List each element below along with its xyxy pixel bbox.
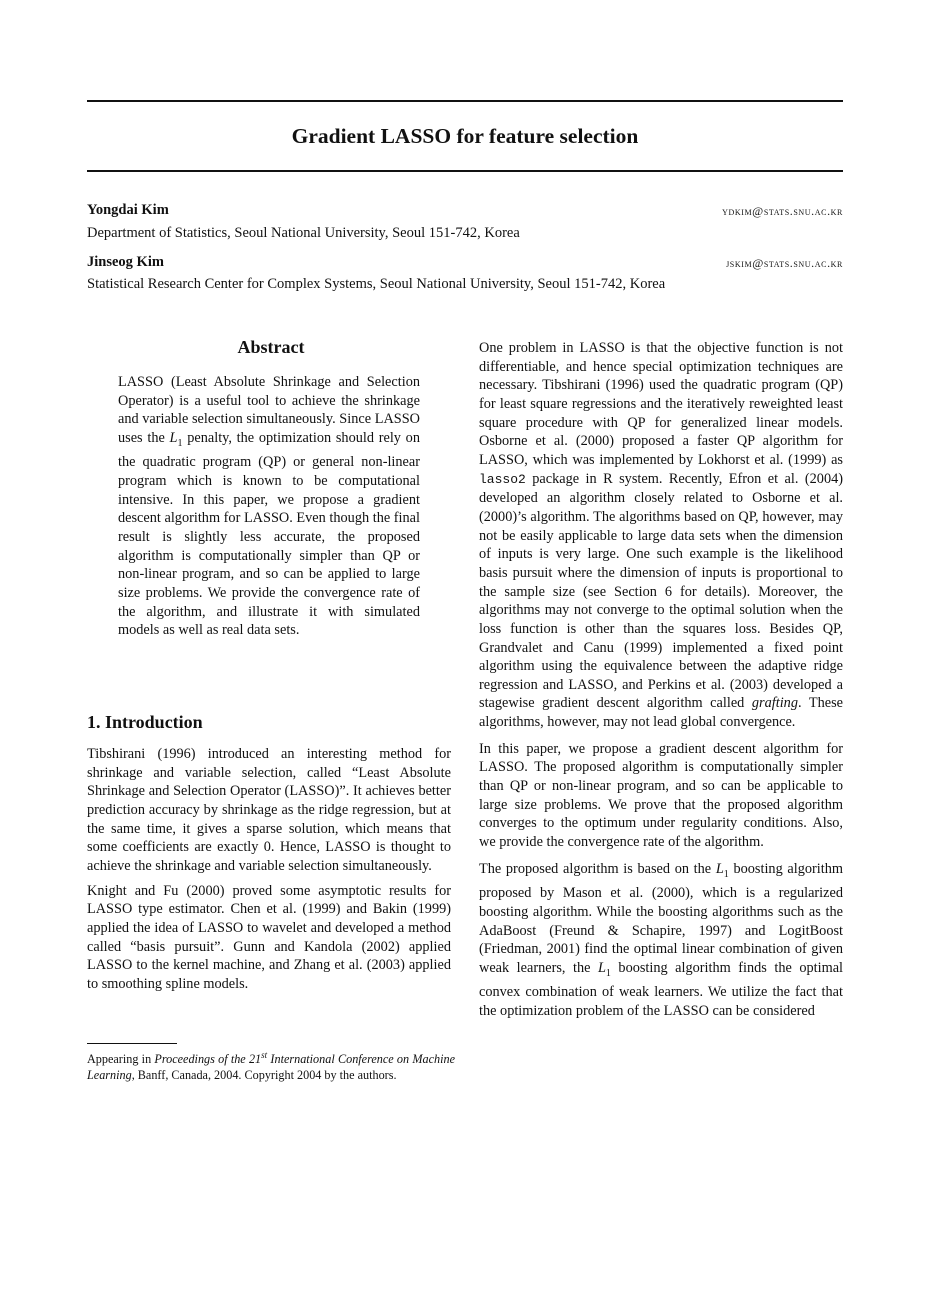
author-email: jskim@stats.snu.ac.kr — [726, 256, 843, 270]
code-text: lasso2 — [479, 471, 526, 487]
introduction-paragraph: Tibshirani (1996) introduced an interesting method for shrinkage and variable selection, called “Least Absolute Shrinkage and Selection Operator (LASSO)”. It achieves better prediction accuracy by shrinkage as the ridge regression, but at the same time, it gives a sparse solution, which means that some coefficients are exactly 0. Hence, LASSO is thought to achieve the shrinkage and variable selection simultaneously. — [87, 746, 451, 874]
author-affiliation: Statistical Research Center for Complex Systems, Seoul National University, Seoul 151-742, Korea — [87, 276, 666, 292]
body-paragraph: In this paper, we propose a gradient descent algorithm for LASSO. The proposed algorithm is computationally simpler than QP or non-linear program, and so can be applicable to large size problems. We prove that the proposed algorithm converges to the optimum under regularity conditions. Also, we provide the convergence rate of the algorithm. — [479, 740, 843, 851]
abstract-body — [118, 373, 420, 640]
body-paragraph: The proposed algorithm is based on the $L_1$ boosting algorithm proposed by Mason et al. (2000), which is a regularized boosting algorithm. While the boosting algorithms such as the AdaBoost (Freund & Schapire, 1997) and LogitBoost (Friedman, 2001) find the optimal linear combination of given weak learners, the $L_1$ boosting algorithm finds the optimal convex combination of weak learners. We utilize the fact that the optimization problem of the LASSO can be considered — [479, 860, 844, 1020]
title-bottom-rule — [87, 170, 843, 172]
introduction-heading: 1. Introduction — [87, 712, 203, 732]
abstract-heading: Abstract — [237, 337, 305, 357]
top-rule — [87, 100, 843, 102]
author-name: Jinseog Kim — [87, 254, 164, 270]
author-email: ydkim@stats.snu.ac.kr — [722, 204, 843, 218]
abstract-text: LASSO (Least Absolute Shrinkage and Selection Operator) is a useful tool to achieve the shrinkage and variable selection simultaneously. Since LASSO uses the $L_1$ penalty, the optimization should rely on the quadratic program (QP) or general non-linear program which is known to be computational intensive. In this paper, we propose a gradient descent algorithm for LASSO. Even though the final result is slightly less accurate, the proposed algorithm is computationally simpler than QP or non-linear program, and so can be applied to large size problems. We provide the convergence rate of the algorithm, and illustrate it with simulated models as well as real data sets. — [118, 374, 420, 639]
introduction-body — [87, 745, 451, 994]
footnote: Appearing in Proceedings of the 21st International Conference on Machine Learning, Banff, Canada, 2004. Copyright 2004 by the authors. — [87, 1050, 455, 1082]
paper-title: Gradient LASSO for feature selection — [291, 124, 639, 148]
author-name: Yongdai Kim — [87, 202, 169, 218]
body-paragraph: One problem in LASSO is that the objective function is not differentiable, and hence special optimization techniques are necessary. Tibshirani (1996) used the quadratic program (QP) for least square regressions and the iteratively reweighted least square procedure with QP for generalized linear models. Osborne et al. (2000) proposed a faster QP algorithm for LASSO, which was implemented by Lokhorst et al. (1999) as lasso2 package in R system. Recently, Efron et al. (2004) developed an algorithm closely related to Osborne et al. (2000)’s algorithm. The algorithms based on QP, however, may not be easily applicable to large data sets when the dimension of inputs is very large. One such example is the likelihood basis pursuit where the dimension of inputs is proportional to the sample size (see Section 6 for details). Moreover, the algorithms may not converge to the optimal solution when the loss function is other than the squares loss. Besides QP, Grandvalet and Canu (1999) implemented a fixed point algorithm using the equivalence between the adaptive ridge regression and LASSO, and Perkins et al. (2003) developed a stagewise gradient descent algorithm called grafting. These algorithms, however, may not lead global convergence. — [479, 340, 843, 731]
footnote-rule — [87, 1043, 177, 1044]
right-column-body — [479, 339, 843, 1021]
author-affiliation: Department of Statistics, Seoul National University, Seoul 151-742, Korea — [87, 225, 520, 241]
introduction-paragraph: Knight and Fu (2000) proved some asymptotic results for LASSO type estimator. Chen et al. (1999) and Bakin (1999) applied the idea of LASSO to wavelet and developed a method called “basis pursuit”. Gunn and Kandola (2002) applied LASSO to the kernel machine, and Zhang et al. (2003) applied to smoothing spline models. — [87, 882, 451, 992]
